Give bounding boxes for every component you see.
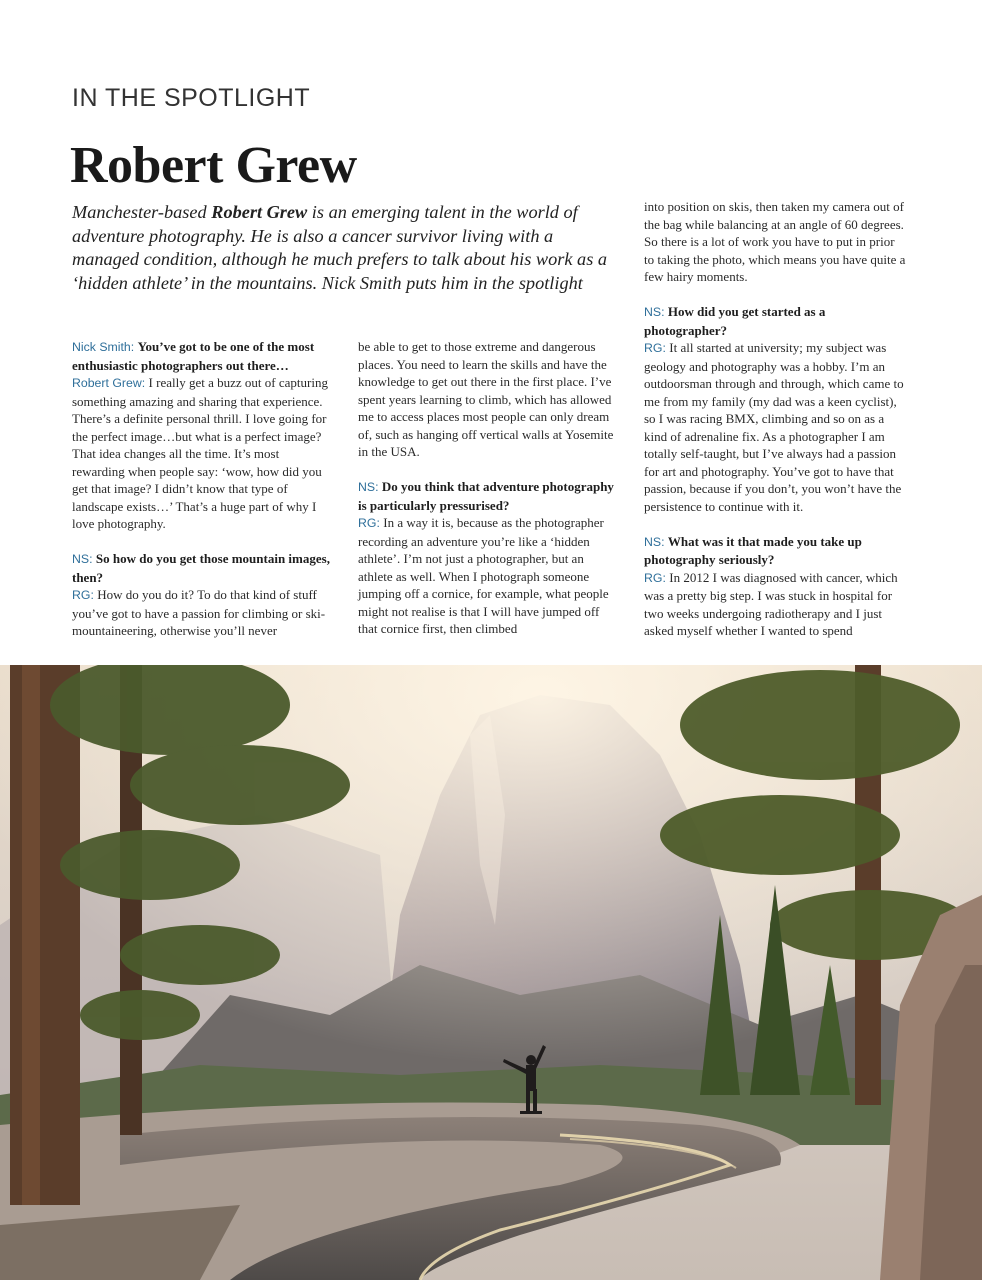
text-column-2 — [358, 338, 620, 638]
answer: be able to get to those extreme and dangerous places. You need to learn the skills and have the knowledge to get out there in the first place. I’ve spent years learning to climb, which has allowed me to access places most people can only dream of, such as hanging off vertical walls at Yosemite in the USA. — [358, 339, 614, 459]
speaker-label: NS: — [644, 305, 668, 319]
yosemite-half-dome-road-photo — [0, 665, 982, 1280]
paragraph — [644, 198, 906, 286]
speaker-label: RG: — [644, 341, 670, 355]
speaker-label: NS: — [72, 552, 96, 566]
speaker-label: Nick Smith: — [72, 340, 138, 354]
answer: In 2012 I was diagnosed with cancer, which was a pretty big step. I was stuck in hospital for two weeks undergoing radiotherapy and I just asked myself whether I wanted to spend — [644, 569, 898, 638]
paragraph — [72, 338, 334, 533]
question: Do you think that adventure photography is particularly pressurised? — [358, 479, 614, 513]
answer: It all started at university; my subject was geology and photography was a hobby. I’m an outdoorsman through and through, which came to me from my family (my dad was a keen cyclist), so I was racing BMX, climbing and so on as a kind of adrenaline fix. As a photographer I am totally self-taught, but I’ve always had a passion for art and photography. You’ve got to have that passion, because if you don’t, you won’t have the persistence to continue with it. — [644, 340, 904, 514]
paragraph — [358, 338, 620, 461]
standfirst-name: Robert Grew — [211, 202, 308, 222]
question: How did you get started as a photographer? — [644, 304, 826, 338]
speaker-label: Robert Grew: — [72, 376, 149, 390]
paragraph — [644, 303, 906, 515]
question: What was it that made you take up photography seriously? — [644, 533, 862, 567]
speaker-label: NS: — [644, 534, 668, 549]
answer: How do you do it? To do that kind of stuff you’ve got to have a passion for climbing or ski-mountaineering, otherwise you’ll never — [72, 587, 326, 638]
article-title: Robert Grew — [70, 137, 357, 194]
question: You’ve got to be one of the most enthusiastic photographers out there… — [72, 339, 315, 373]
answer: I really get a buzz out of capturing something amazing and sharing that experience. There’s a definite personal thrill. I love going for the perfect image…but what is a perfect image? That idea changes all the time. It’s most rewarding when people say: ‘wow, how did you get that image? I didn’t know that type of landscape exists…’ That’s a huge part of why I love photography. — [72, 375, 328, 531]
answer: In a way it is, because as the photographer recording an adventure you’re like a ‘hidden athlete’. I’m not just a photographer, but an athlete as well. When I photograph someone jumping off a cornice, for example, what people might not realise is that I will have jumped off that cornice first, then climbed — [358, 515, 609, 636]
speaker-label: RG: — [644, 570, 670, 585]
text-column-3 — [644, 198, 906, 640]
article-standfirst: Manchester-based Robert Grew is an emerging talent in the world of adventure photography. He is also a cancer survivor living with a managed condition, although he much prefers to talk about his work as a ‘hidden athlete’ in the mountains. Nick Smith puts him in the spotlight — [72, 202, 608, 293]
answer: into position on skis, then taken my camera out of the bag while balancing at an angle of 60 degrees. So there is a lot of work you have to put in prior to taking the photo, which means you have quite a few hairy moments. — [644, 199, 906, 284]
question: So how do you get those mountain images, then? — [72, 551, 330, 585]
paragraph — [72, 550, 334, 640]
paragraph — [358, 478, 620, 638]
section-kicker: IN THE SPOTLIGHT — [72, 84, 311, 112]
speaker-label: RG: — [72, 588, 98, 602]
text-column-1 — [72, 338, 334, 640]
speaker-label: NS: — [358, 480, 382, 494]
paragraph — [644, 533, 906, 640]
speaker-label: RG: — [358, 516, 384, 530]
